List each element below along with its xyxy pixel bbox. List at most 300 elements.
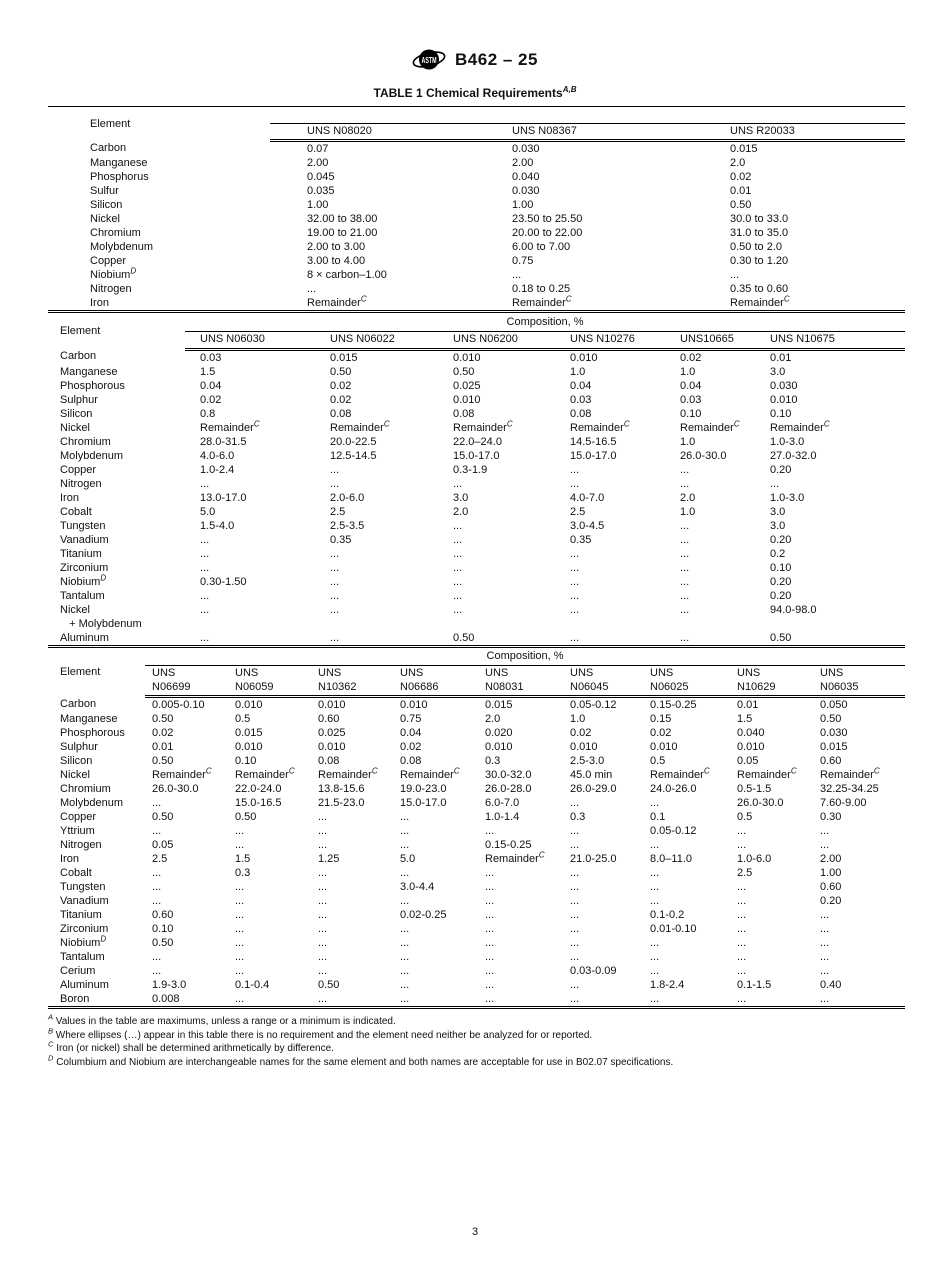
table-1-body — [48, 141, 905, 312]
value-cell: ... — [570, 951, 580, 963]
value-cell: ... — [737, 937, 747, 949]
table-row — [48, 726, 905, 740]
value-cell: 4.0-7.0 — [570, 491, 605, 504]
value-cell: 0.05-0.12 — [570, 699, 617, 711]
table-row — [48, 712, 905, 726]
value-cell: Remainder$^C$ — [270, 296, 475, 312]
value-cell: 0.1-0.4 — [235, 979, 270, 991]
value-cell: 1.00 — [307, 199, 329, 211]
value-cell: 2.00 — [820, 853, 842, 865]
element-cell: Phosphorus — [90, 171, 149, 183]
footnote-d — [48, 1053, 902, 1070]
table-row — [48, 936, 905, 950]
value-cell: 0.30 — [820, 811, 842, 823]
value-cell: 1.25 — [318, 853, 340, 865]
value-cell: 0.02 — [680, 351, 702, 364]
footnote-mark: D — [48, 1053, 54, 1063]
value-cell: 1.5 — [737, 713, 753, 725]
value-cell: ... — [680, 477, 690, 490]
element-cell: Cobalt — [60, 505, 92, 518]
element-cell: Chromium — [90, 227, 141, 239]
value-cell: ... — [650, 881, 660, 893]
value-cell: 0.010 — [453, 393, 481, 406]
value-cell: ... — [318, 909, 328, 921]
value-cell: 0.010 — [650, 741, 678, 753]
value-cell: ... — [152, 797, 162, 809]
element-cell: Silicon — [60, 407, 93, 420]
column-header: UNS N08367 — [475, 124, 693, 141]
table-row — [48, 824, 905, 838]
value-cell: 0.02 — [570, 727, 592, 739]
value-cell: Remainder$^C$ — [680, 418, 740, 434]
table-row — [48, 491, 905, 505]
element-cell: Chromium — [60, 783, 111, 795]
value-cell: 0.60 — [820, 755, 842, 767]
element-cell: Nitrogen — [60, 839, 102, 851]
value-cell: 0.02 — [330, 379, 352, 392]
value-cell: 0.08 — [570, 407, 592, 420]
value-cell: ... — [650, 867, 660, 879]
column-header: UNS N06686 — [393, 666, 478, 697]
element-cell: Molybdenum — [60, 449, 123, 462]
value-cell: 1.5 — [200, 365, 216, 378]
element-cell: Tantalum — [60, 589, 105, 602]
value-cell: 0.10 — [770, 407, 792, 420]
value-cell: 1.0 — [680, 435, 696, 448]
table-2-head — [48, 313, 905, 349]
value-cell: Remainder$^C$ — [820, 766, 880, 781]
value-cell: ... — [330, 589, 340, 602]
column-header: UNS10665 — [665, 331, 755, 349]
table-row — [48, 449, 905, 463]
value-cell: 0.030 — [512, 143, 540, 155]
value-cell: ... — [680, 589, 690, 602]
value-cell: ... — [570, 561, 580, 574]
chemical-table-1 — [48, 106, 905, 313]
value-cell: 0.50 to 2.0 — [730, 241, 782, 253]
value-cell: Remainder$^C$ — [200, 418, 260, 434]
value-cell: 0.10 — [235, 755, 257, 767]
element-cell: Tantalum — [60, 951, 105, 963]
chemical-table-2 — [48, 313, 905, 648]
value-cell: 15.0-17.0 — [453, 449, 500, 462]
value-cell: ... — [400, 965, 410, 977]
value-cell: 0.035 — [307, 185, 335, 197]
value-cell: 0.015 — [820, 741, 848, 753]
value-cell: ... — [570, 937, 580, 949]
value-cell: ... — [318, 839, 328, 851]
element-cell: Tungsten — [60, 881, 106, 893]
table-title-footnote-marks: A,B — [562, 85, 577, 94]
value-cell: 15.0-16.5 — [235, 797, 282, 809]
value-cell: ... — [235, 923, 245, 935]
value-cell: ... — [200, 533, 210, 546]
value-cell: ... — [813, 992, 905, 1008]
value-cell: 0.05 — [737, 755, 759, 767]
element-cell: Titanium — [60, 547, 102, 560]
value-cell: 1.0-6.0 — [737, 853, 772, 865]
value-cell: 0.04 — [680, 379, 702, 392]
value-cell: 30.0-32.0 — [485, 769, 532, 781]
value-cell: ... — [200, 603, 210, 616]
value-cell: 0.35 — [570, 533, 592, 546]
table-row — [48, 296, 905, 312]
value-cell: ... — [680, 575, 690, 588]
value-cell: ... — [485, 825, 495, 837]
value-cell: ... — [318, 811, 328, 823]
value-cell: ... — [152, 881, 162, 893]
value-cell: 6.00 to 7.00 — [512, 241, 571, 253]
element-cell: Titanium — [60, 909, 102, 921]
value-cell: ... — [820, 909, 830, 921]
value-cell: ... — [235, 951, 245, 963]
footnote-text: Where ellipses (…) appear in this table there is no requirement and the element need neither be analyzed for or reported. — [55, 1029, 593, 1041]
column-header: UNS N06025 — [643, 666, 730, 697]
page-number: 3 — [471, 1226, 479, 1238]
value-cell: ... — [680, 603, 690, 616]
column-header: UNS N10276 — [555, 331, 665, 349]
value-cell: 5.0 — [200, 505, 216, 518]
value-cell: ... — [318, 965, 328, 977]
value-cell: 0.040 — [512, 171, 540, 183]
value-cell: 2.0 — [453, 505, 469, 518]
value-cell: 45.0 min — [570, 769, 613, 781]
value-cell: 20.0-22.5 — [330, 435, 377, 448]
value-cell: 0.50 — [318, 979, 340, 991]
column-header: UNS N06059 — [228, 666, 311, 697]
value-cell: 0.07 — [307, 143, 329, 155]
element-cell: Carbon — [60, 350, 97, 362]
element-cell: Vanadium — [60, 895, 109, 907]
value-cell: 0.75 — [512, 255, 534, 267]
table-row — [48, 141, 905, 157]
tables-container — [48, 106, 905, 1009]
value-cell: 0.50 — [453, 365, 475, 378]
value-cell: 0.03-0.09 — [570, 965, 617, 977]
footnotes — [48, 1012, 902, 1069]
value-cell: ... — [400, 951, 410, 963]
value-cell: 2.00 — [512, 157, 534, 169]
value-cell: 0.02 — [330, 393, 352, 406]
table-row — [48, 866, 905, 880]
value-cell: 0.3 — [570, 811, 586, 823]
value-cell: ... — [400, 923, 410, 935]
value-cell: ... — [453, 575, 463, 588]
column-header: UNS N08031 — [478, 666, 563, 697]
element-cell: Sulfur — [90, 185, 119, 197]
value-cell: ... — [563, 992, 643, 1008]
value-cell: 0.015 — [485, 699, 513, 711]
value-cell: 2.0 — [730, 157, 746, 169]
value-cell: 0.010 — [570, 351, 598, 364]
value-cell: ... — [737, 951, 747, 963]
svg-text:ASTM: ASTM — [421, 55, 437, 65]
value-cell: 0.015 — [235, 727, 263, 739]
value-cell: ... — [737, 965, 747, 977]
value-cell: 0.50 — [820, 713, 842, 725]
value-cell: 22.0–24.0 — [453, 435, 502, 448]
element-cell: Zirconium — [60, 923, 109, 935]
value-cell: ... — [330, 575, 340, 588]
value-cell: ... — [152, 951, 162, 963]
value-cell: Remainder$^C$ — [693, 296, 905, 312]
value-cell: ... — [737, 923, 747, 935]
value-cell: ... — [680, 533, 690, 546]
value-cell: 0.30-1.50 — [200, 575, 247, 588]
element-cell: Manganese — [60, 365, 118, 378]
element-cell: Nitrogen — [60, 477, 102, 490]
value-cell: 5.0 — [400, 853, 416, 865]
footnote-mark: B — [48, 1026, 54, 1036]
value-cell: 2.00 — [307, 157, 329, 169]
value-cell: 0.15 — [650, 713, 672, 725]
value-cell: 6.0-7.0 — [485, 797, 520, 809]
value-cell: 0.030 — [512, 185, 540, 197]
value-cell: 0.025 — [318, 727, 346, 739]
value-cell: 0.5-1.5 — [737, 783, 772, 795]
value-cell: 0.05 — [152, 839, 174, 851]
value-cell: ... — [311, 992, 393, 1008]
table-row — [48, 198, 905, 212]
element-cell: Zirconium — [60, 561, 109, 574]
value-cell: 0.20 — [770, 463, 792, 476]
spanner-cell: Composition, % — [185, 313, 905, 331]
value-cell: ... — [820, 965, 830, 977]
value-cell: ... — [330, 463, 340, 476]
value-cell: 0.010 — [235, 699, 263, 711]
value-cell: 0.05-0.12 — [650, 825, 697, 837]
value-cell: ... — [820, 825, 830, 837]
value-cell: 0.010 — [235, 741, 263, 753]
value-cell: 0.35 — [330, 533, 352, 546]
element-cell: Silicon — [90, 199, 123, 211]
footnote-text: Values in the table are maximums, unless a range or a minimum is indicated. — [55, 1016, 396, 1027]
value-cell: 0.50 — [730, 199, 752, 211]
table-row — [48, 212, 905, 226]
table-3-head — [48, 648, 905, 697]
element-cell: Phosphorous — [60, 727, 125, 739]
value-cell: ... — [570, 895, 580, 907]
value-cell: 15.0-17.0 — [400, 797, 447, 809]
value-cell: 0.35 to 0.60 — [730, 283, 789, 295]
value-cell: 13.8-15.6 — [318, 783, 365, 795]
element-cell: Molybdenum — [60, 797, 123, 809]
value-cell: 0.50 — [152, 811, 174, 823]
astm-logo-icon — [412, 46, 446, 73]
table-row — [48, 407, 905, 421]
value-cell: 0.03 — [570, 393, 592, 406]
value-cell: ... — [235, 937, 245, 949]
table-3-body — [48, 697, 905, 1008]
value-cell: ... — [235, 881, 245, 893]
element-cell: Iron — [48, 296, 270, 312]
value-cell: 28.0-31.5 — [200, 435, 247, 448]
table-row — [48, 631, 905, 647]
footnote-mark: C — [48, 1039, 54, 1049]
value-cell: 32.00 to 38.00 — [307, 213, 378, 225]
value-cell: ... — [570, 881, 580, 893]
value-cell: 0.01-0.10 — [650, 923, 697, 935]
value-cell: 0.3-1.9 — [453, 463, 488, 476]
value-cell: 0.050 — [820, 699, 848, 711]
value-cell: ... — [570, 463, 580, 476]
value-cell: ... — [485, 881, 495, 893]
table-row — [48, 768, 905, 782]
value-cell: 0.5 — [235, 713, 251, 725]
element-cell: Niobium$^D$ — [60, 572, 107, 588]
value-cell: ... — [400, 937, 410, 949]
value-cell: 0.10 — [680, 407, 702, 420]
element-cell: Silicon — [60, 755, 93, 767]
table-row — [48, 908, 905, 922]
value-cell: ... — [485, 923, 495, 935]
value-cell: 0.8 — [200, 407, 216, 420]
value-cell: ... — [453, 589, 463, 602]
table-row — [48, 393, 905, 407]
value-cell: 0.02 — [730, 171, 752, 183]
footnote-text: Iron (or nickel) shall be determined arithmetically by difference. — [56, 1043, 334, 1054]
value-cell: ... — [152, 825, 162, 837]
value-cell: 32.25-34.25 — [820, 783, 879, 795]
value-cell: 0.010 — [570, 741, 598, 753]
table-row — [48, 547, 905, 561]
value-cell: 4.0-6.0 — [200, 449, 235, 462]
table-row — [48, 964, 905, 978]
element-column-header: Element — [60, 325, 101, 337]
value-cell: ... — [570, 979, 580, 991]
table-row — [48, 810, 905, 824]
element-cell: Iron — [60, 853, 79, 865]
value-cell: 0.20 — [820, 895, 842, 907]
value-cell: 0.20 — [770, 533, 792, 546]
value-cell: 3.0 — [770, 365, 786, 378]
value-cell: ... — [318, 895, 328, 907]
value-cell: ... — [315, 631, 438, 647]
value-cell: Remainder$^C$ — [485, 850, 545, 865]
value-cell: ... — [307, 283, 317, 295]
table-row — [48, 603, 905, 631]
value-cell: ... — [453, 519, 463, 532]
value-cell: Remainder$^C$ — [453, 418, 513, 434]
value-cell: 0.030 — [820, 727, 848, 739]
value-cell: ... — [152, 965, 162, 977]
table-row — [48, 796, 905, 810]
value-cell: 0.30 to 1.20 — [730, 255, 789, 267]
value-cell: 0.20 — [770, 575, 792, 588]
table-row — [48, 880, 905, 894]
value-cell: 1.8-2.4 — [650, 979, 685, 991]
value-cell: 0.010 — [318, 699, 346, 711]
table-row — [48, 184, 905, 198]
value-cell: 0.3 — [235, 867, 251, 879]
value-cell: 0.02 — [152, 727, 174, 739]
value-cell: ... — [318, 825, 328, 837]
table-row — [48, 922, 905, 936]
value-cell: 7.60-9.00 — [820, 797, 867, 809]
value-cell: ... — [318, 867, 328, 879]
value-cell: ... — [512, 269, 522, 281]
value-cell: ... — [555, 631, 665, 647]
table-row — [48, 575, 905, 589]
value-cell: ... — [730, 992, 813, 1008]
value-cell: 0.01 — [770, 351, 792, 364]
column-header: UNS N06030 — [185, 331, 315, 349]
value-cell: ... — [680, 547, 690, 560]
value-cell: 3.0 — [453, 491, 469, 504]
table-row — [48, 519, 905, 533]
element-cell: Niobium$^D$ — [90, 266, 137, 281]
table-row — [48, 254, 905, 268]
value-cell: ... — [185, 631, 315, 647]
value-cell: ... — [400, 825, 410, 837]
value-cell: Remainder$^C$ — [400, 766, 460, 781]
value-cell: ... — [393, 992, 478, 1008]
value-cell: 19.0-23.0 — [400, 783, 447, 795]
value-cell: ... — [400, 867, 410, 879]
value-cell: 0.04 — [570, 379, 592, 392]
table-row — [48, 838, 905, 852]
value-cell: 0.50 — [235, 811, 257, 823]
value-cell: 24.0-26.0 — [650, 783, 697, 795]
spanner-cell — [270, 107, 905, 124]
value-cell: 0.60 — [152, 909, 174, 921]
value-cell: 0.10 — [152, 923, 174, 935]
column-header: UNS R20033 — [693, 124, 905, 141]
value-cell: 0.030 — [770, 379, 798, 392]
element-cell: Copper — [60, 463, 97, 476]
element-cell: Tungsten — [60, 519, 106, 532]
value-cell: 1.00 — [820, 867, 842, 879]
value-cell: ... — [478, 992, 563, 1008]
value-cell: 1.0-3.0 — [770, 435, 805, 448]
element-cell: Carbon — [60, 697, 97, 710]
value-cell: 2.0 — [680, 491, 696, 504]
table-row — [48, 282, 905, 296]
value-cell: ... — [485, 979, 495, 991]
value-cell: ... — [680, 463, 690, 476]
value-cell: 0.60 — [318, 713, 340, 725]
value-cell: 0.50 — [755, 631, 905, 647]
value-cell: ... — [650, 937, 660, 949]
element-cell: Yttrium — [60, 825, 95, 837]
value-cell: 1.0-2.4 — [200, 463, 235, 476]
value-cell: 0.04 — [400, 727, 422, 739]
value-cell: 0.15-0.25 — [650, 699, 697, 711]
value-cell: 1.0 — [570, 713, 586, 725]
column-header: UNS N06200 — [438, 331, 555, 349]
value-cell: 0.40 — [820, 979, 842, 991]
value-cell: 0.01 — [730, 185, 752, 197]
value-cell: 21.5-23.0 — [318, 797, 365, 809]
value-cell: Remainder$^C$ — [650, 766, 710, 781]
value-cell: 0.015 — [330, 351, 358, 364]
value-cell: ... — [400, 811, 410, 823]
value-cell: ... — [318, 881, 328, 893]
table-row — [48, 463, 905, 477]
table-row — [48, 852, 905, 866]
value-cell: 3.0 — [770, 519, 786, 532]
value-cell: 0.008 — [145, 992, 228, 1008]
element-cell: Nitrogen — [90, 283, 132, 295]
value-cell: 0.15-0.25 — [485, 839, 532, 851]
column-header: UNS N06045 — [563, 666, 643, 697]
value-cell: ... — [650, 965, 660, 977]
value-cell: 0.1-1.5 — [737, 979, 772, 991]
value-cell: ... — [318, 937, 328, 949]
value-cell: 0.3 — [485, 755, 501, 767]
table-row — [48, 992, 905, 1008]
value-cell: 0.20 — [770, 589, 792, 602]
